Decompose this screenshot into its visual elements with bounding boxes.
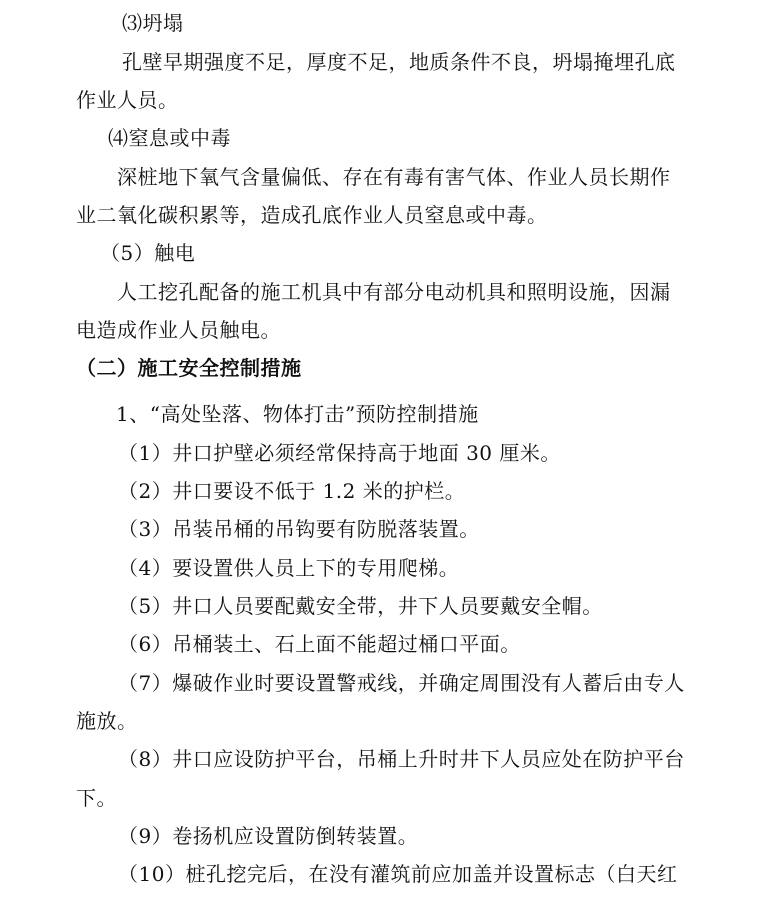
- list-item: （2）井口要设不低于 1.2 米的护栏。: [118, 479, 466, 503]
- list-item: （4）要设置供人员上下的专用爬梯。: [118, 556, 460, 580]
- list-item: （3）吊装吊桶的吊钩要有防脱落装置。: [118, 517, 480, 541]
- list-item: （6）吊桶装土、石上面不能超过桶口平面。: [118, 632, 521, 656]
- list-item: （1）井口护壁必须经常保持高于地面 30 厘米。: [118, 441, 561, 465]
- section-heading: （二）施工安全控制措施: [76, 356, 302, 380]
- subheading-suffocation: ⑷窒息或中毒: [108, 126, 231, 150]
- paragraph-line: 孔壁早期强度不足，厚度不足，地质条件不良，坍塌掩埋孔底: [122, 50, 676, 74]
- list-item: （9）卷扬机应设置防倒转装置。: [118, 824, 419, 848]
- subheading-collapse: ⑶坍塌: [122, 11, 184, 35]
- subheading-electric-shock: （5）触电: [100, 241, 196, 265]
- subsection-heading: 1、“高处坠落、物体打击”预防控制措施: [116, 402, 479, 426]
- paragraph-line: 业二氧化碳积累等，造成孔底作业人员窒息或中毒。: [76, 203, 548, 227]
- list-item: （5）井口人员要配戴安全带，井下人员要戴安全帽。: [118, 594, 603, 618]
- list-item-continuation: 施放。: [76, 709, 138, 733]
- paragraph-line: 人工挖孔配备的施工机具中有部分电动机具和照明设施，因漏: [117, 280, 671, 304]
- paragraph-line: 深桩地下氧气含量偏低、存在有毒有害气体、作业人员长期作: [117, 165, 671, 189]
- paragraph-line: 作业人员。: [76, 88, 179, 112]
- list-item-continuation: 下。: [76, 786, 117, 810]
- list-item: （8）井口应设防护平台，吊桶上升时井下人员应处在防护平台: [118, 747, 685, 771]
- paragraph-line: 电造成作业人员触电。: [76, 318, 281, 342]
- list-item: （7）爆破作业时要设置警戒线，并确定周围没有人蓄后由专人: [118, 671, 685, 695]
- list-item: （10）桩孔挖完后，在没有灌筑前应加盖并设置标志（白天红: [118, 862, 678, 886]
